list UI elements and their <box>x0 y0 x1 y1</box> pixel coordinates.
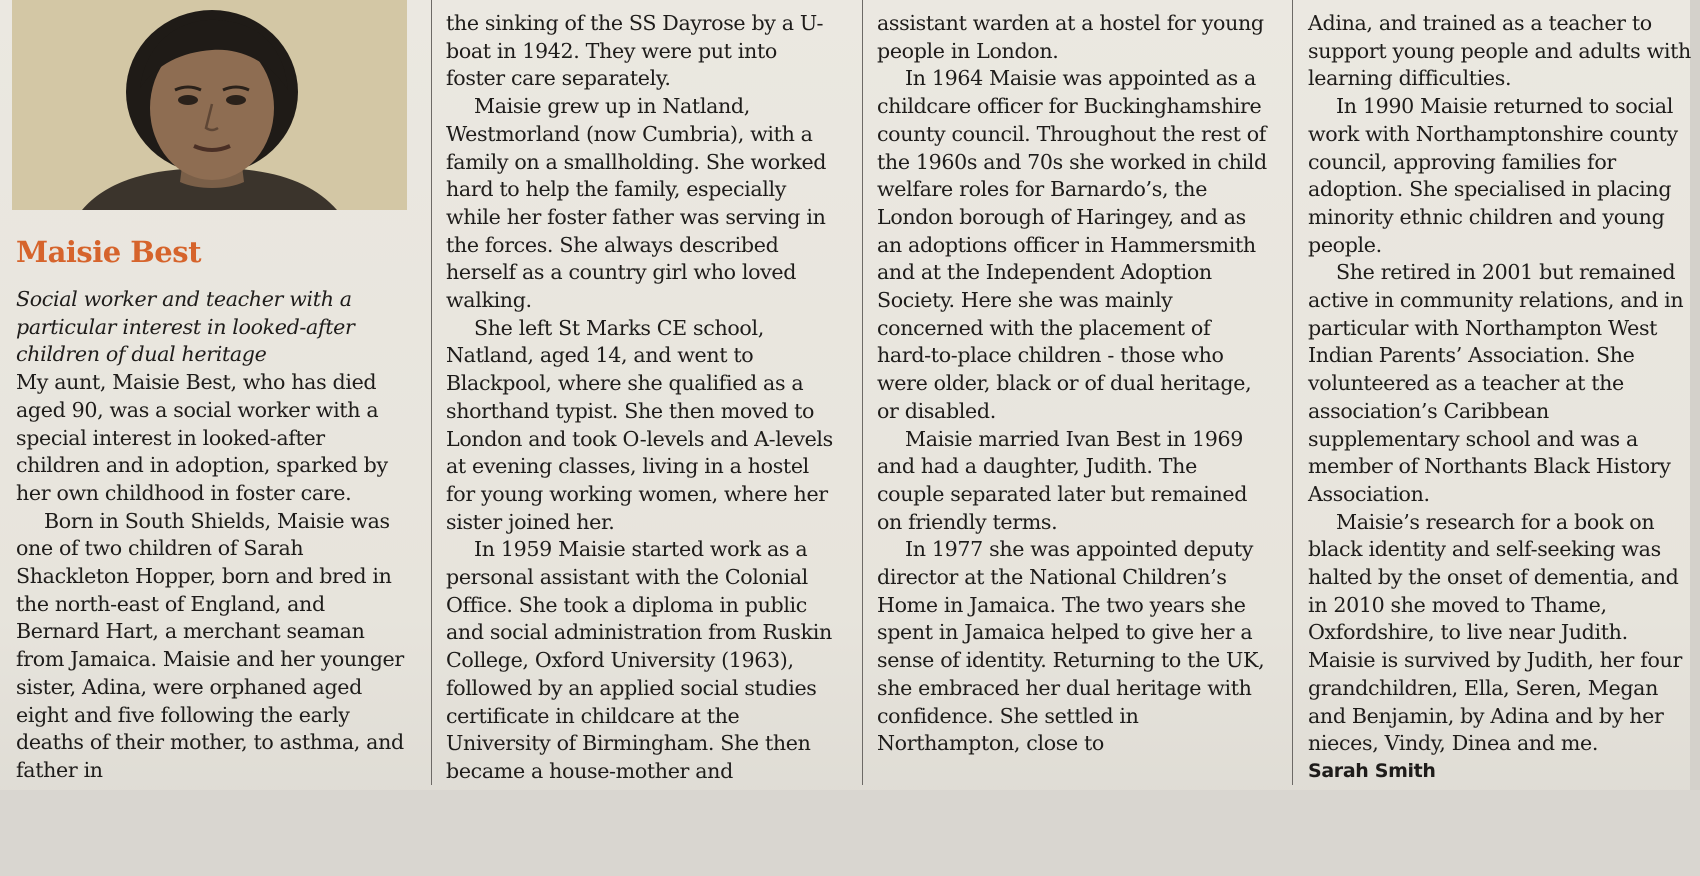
paragraph: Maisie’s research for a book on black identity and self-seeking was halted by the onset of dementia, and in 2010 she moved to Thame, Oxfordshire, to live near Judith. Maisie is survived by Judith, her four grandchildren, Ella, Seren, Megan and Benjamin, by Adina and by her nieces, Vindy, Dinea and me. <box>1308 509 1682 756</box>
paragraph: Maisie married Ivan Best in 1969 and had a daughter, Judith. The couple separated later but remained on friendly terms. <box>877 426 1248 534</box>
column-rule <box>431 0 432 785</box>
portrait-photo <box>12 0 407 210</box>
column-rule <box>862 0 863 785</box>
paragraph: In 1977 she was appointed deputy director at the National Children’s Home in Jamaica. The two years she spent in Jamaica helped to give her a sense of identity. Returning to the UK, she embraced her dual heritage with confidence. She settled in Northampton, close to <box>877 537 1265 756</box>
paragraph: In 1964 Maisie was appointed as a childcare officer for Buckinghamshire county council. Throughout the rest of the 1960s and 70s she worked in child welfare roles for Barnardo’s, the London borough of Haringey, and as an adoptions officer in Hammersmith and at the Independent Adoption Society. Here she was mainly concerned with the placement of hard-to-place children - those who were older, black or of dual heritage, or disabled. <box>877 66 1267 423</box>
article-column-1 <box>16 10 408 785</box>
paragraph: Born in South Shields, Maisie was one of two children of Sarah Shackleton Hopper, born and bred in the north-east of England, and Bernard Hart, a merchant seaman from Jamaica. Maisie and her younger sister, Adina, were orphaned aged eight and five following the early deaths of their mother, to asthma, and father in <box>16 508 404 782</box>
paragraph: My aunt, Maisie Best, who has died aged 90, was a social worker with a special interest in looked-after children and in adoption, sparked by her own childhood in foster care. <box>16 370 388 505</box>
article-column-3 <box>877 10 1269 758</box>
paragraph: Adina, and trained as a teacher to support young people and adults with learning difficulties. <box>1308 11 1691 91</box>
paragraph: She retired in 2001 but remained active in community relations, and in particular with Northampton West Indian Parents’ Association. She volunteered as a teacher at the association’s Caribbean supplementary school and was a member of Northants Black History Association. <box>1308 260 1684 506</box>
page-bottom-margin <box>0 790 1700 876</box>
standfirst: Social worker and teacher with a particular interest in looked-after children of dual heritage <box>16 287 355 367</box>
byline: Sarah Smith <box>1308 759 1436 782</box>
paragraph: In 1990 Maisie returned to social work with Northamptonshire county council, approving families for adoption. She specialised in placing minority ethnic children and young people. <box>1308 94 1678 257</box>
portrait-illustration <box>12 0 407 210</box>
article-column-4 <box>1308 10 1700 786</box>
paragraph: In 1959 Maisie started work as a personal assistant with the Colonial Office. She took a diploma in public and social administration from Ruskin College, Oxford University (1963), followed by an applied social studies certificate in childcare at the University of Birmingham. She then became a house-mother and <box>446 537 832 783</box>
article-column-2 <box>446 10 838 786</box>
paragraph: She left St Marks CE school, Natland, aged 14, and went to Blackpool, where she qualified as a shorthand typist. She then moved to London and took O-levels and A-levels at evening classes, living in a hostel for young working women, where her sister joined her. <box>446 315 833 534</box>
paragraph: the sinking of the SS Dayrose by a U-boat in 1942. They were put into foster care separately. <box>446 11 824 91</box>
paragraph: assistant warden at a hostel for young people in London. <box>877 11 1264 63</box>
paragraph: Maisie grew up in Natland, Westmorland (now Cumbria), with a family on a smallholding. She worked hard to help the family, especially while her foster father was serving in the forces. She always described herself as a country girl who loved walking. <box>446 94 827 313</box>
headline-name: Maisie Best <box>16 235 201 269</box>
column-rule <box>1292 0 1293 785</box>
